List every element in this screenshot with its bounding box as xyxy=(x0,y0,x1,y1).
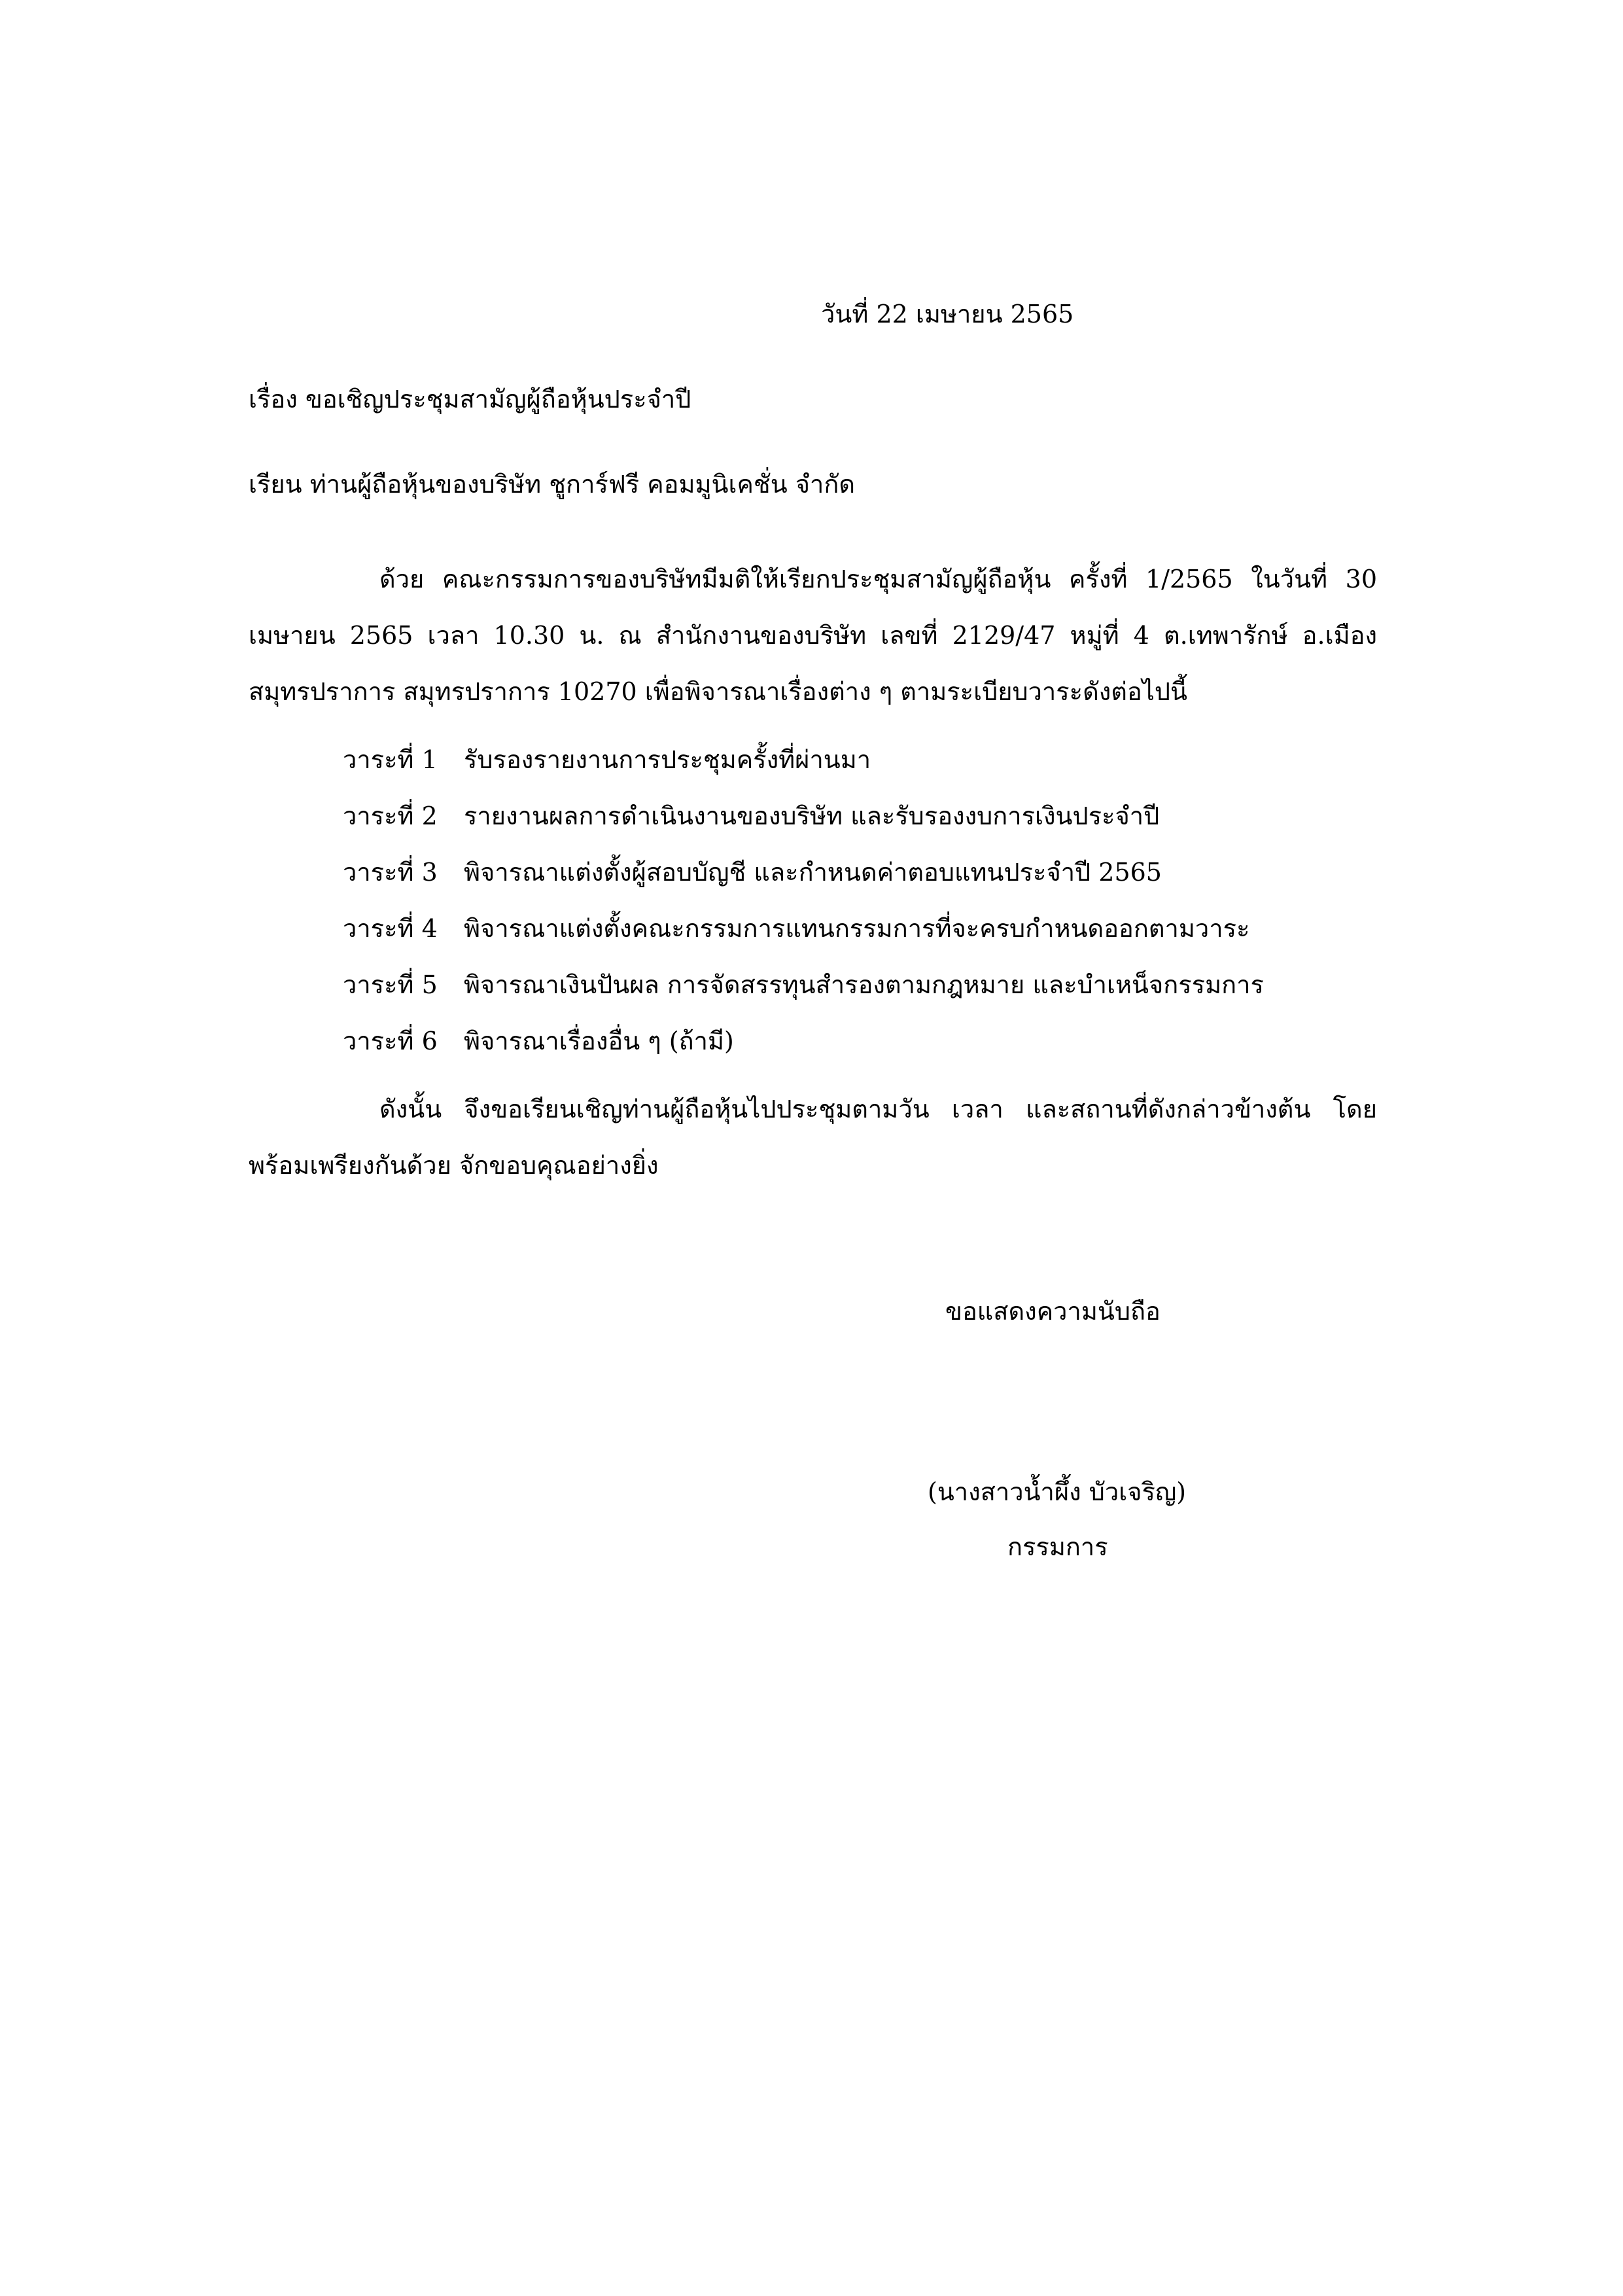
agenda-text: รับรองรายงานการประชุมครั้งที่ผ่านมา xyxy=(464,745,871,774)
closing-paragraph: ดังนั้น จึงขอเรียนเชิญท่านผู้ถือหุ้นไปประชุมตามวัน เวลา และสถานที่ดังกล่าวข้างต้น โดยพร้อมเพรียงกันด้วย จักขอบคุณอย่างยิ่ง xyxy=(249,1095,1377,1180)
agenda-number: วาระที่ 1 xyxy=(343,745,438,774)
letter-subject: เรื่อง ขอเชิญประชุมสามัญผู้ถือหุ้นประจำปี xyxy=(249,385,691,414)
complimentary-close: ขอแสดงความนับถือ xyxy=(945,1297,1161,1326)
agenda-number: วาระที่ 6 xyxy=(343,1027,438,1055)
agenda-text: พิจารณาเรื่องอื่น ๆ (ถ้ามี) xyxy=(464,1027,734,1055)
agenda-list xyxy=(343,732,1264,1069)
agenda-number: วาระที่ 2 xyxy=(343,802,438,830)
agenda-item xyxy=(343,844,1264,900)
agenda-number: วาระที่ 3 xyxy=(343,858,438,887)
agenda-number: วาระที่ 5 xyxy=(343,970,438,999)
agenda-item xyxy=(343,957,1264,1013)
agenda-item xyxy=(343,732,1264,788)
letter-date: วันที่ 22 เมษายน 2565 xyxy=(821,300,1074,328)
agenda-text: พิจารณาเงินปันผล การจัดสรรทุนสำรองตามกฎหมาย และบำเหน็จกรรมการ xyxy=(464,970,1264,999)
agenda-number: วาระที่ 4 xyxy=(343,914,438,943)
letter-recipient: เรียน ท่านผู้ถือหุ้นของบริษัท ชูการ์ฟรี คอมมูนิเคชั่น จำกัด xyxy=(249,470,856,499)
agenda-text: พิจารณาแต่งตั้งคณะกรรมการแทนกรรมการที่จะครบกำหนดออกตามวาระ xyxy=(464,914,1250,943)
signatory-title: กรรมการ xyxy=(1007,1532,1108,1561)
agenda-text: รายงานผลการดำเนินงานของบริษัท และรับรองงบการเงินประจำปี xyxy=(464,802,1160,830)
agenda-item xyxy=(343,900,1264,957)
agenda-text: พิจารณาแต่งตั้งผู้สอบบัญชี และกำหนดค่าตอบแทนประจำปี 2565 xyxy=(464,858,1162,887)
signatory-name: (นางสาวน้ำผึ้ง บัวเจริญ) xyxy=(928,1477,1187,1506)
agenda-item xyxy=(343,1013,1264,1069)
intro-paragraph: ด้วย คณะกรรมการของบริษัทมีมติให้เรียกประชุมสามัญผู้ถือหุ้น ครั้งที่ 1/2565 ในวันที่ 30 เมษายน 2565 เวลา 10.30 น. ณ สำนักงานของบริษัท เลขที่ 2129/47 หมู่ที่ 4 ต.เทพารักษ์ อ.เมืองสมุทรปราการ สมุทรปราการ 10270 เพื่อพิจารณาเรื่องต่าง ๆ ตามระเบียบวาระดังต่อไปนี้ xyxy=(249,565,1377,706)
agenda-item xyxy=(343,788,1264,844)
